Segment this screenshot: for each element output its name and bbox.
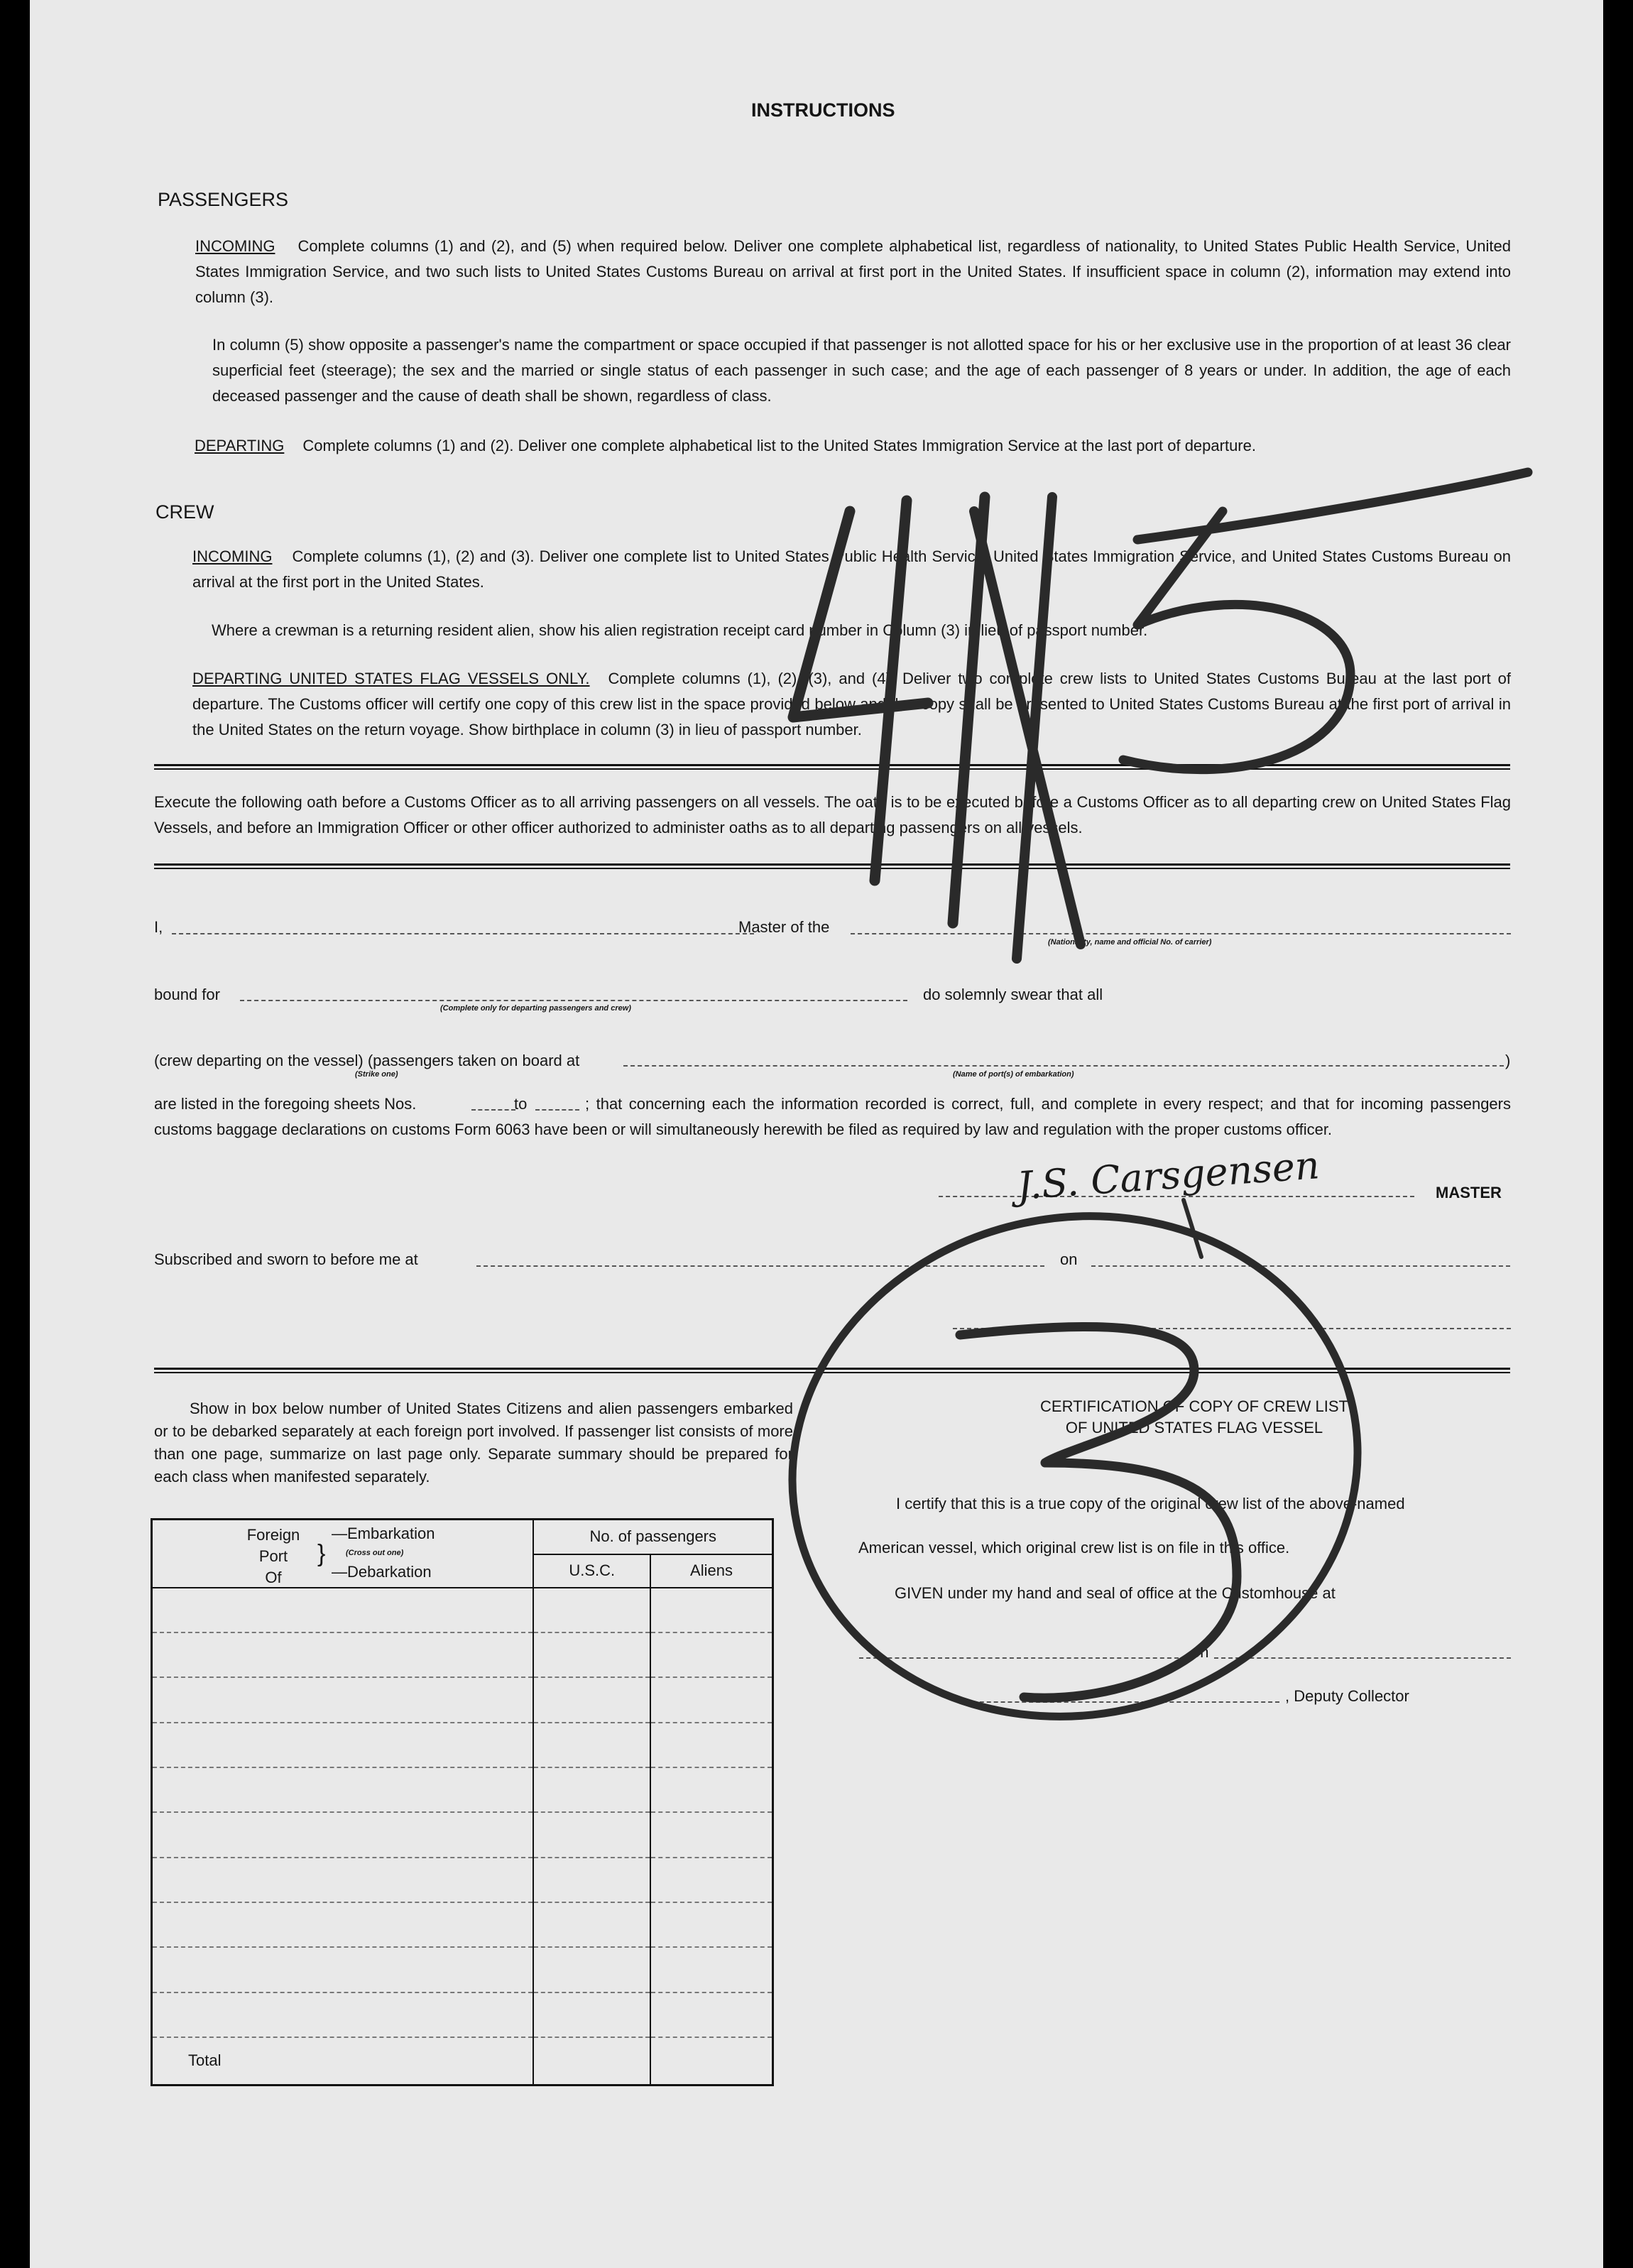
of-label: Of xyxy=(265,1568,282,1586)
crew-departing-label: DEPARTING UNITED STATES FLAG VESSELS ONLY. xyxy=(192,670,590,687)
master-of-label: Master of the xyxy=(738,918,830,936)
passengers-incoming-text: Complete columns (1) and (2), and (5) when required below. Deliver one complete alphabetical list, regardless of nationality, to United States Public Health Service, United States Immigration Service, and two such lists to United States Customs Bureau on arrival at first port in the United States. If insufficient space in column (2), information may extend into column (3). xyxy=(195,237,1511,306)
port-header-cell: Foreign Port Of } —Embarkation (Cross out one) —Debarkation xyxy=(152,1520,534,1588)
close-paren: ) xyxy=(1505,1052,1511,1069)
foreign-label: Foreign xyxy=(246,1525,300,1544)
handwritten-digit-5 xyxy=(1123,472,1528,770)
certify-text-1: I certify that this is a true copy of the original crew list of the above-named xyxy=(896,1495,1405,1512)
handwritten-digit-4 xyxy=(793,501,928,881)
bound-for-label: bound for xyxy=(154,986,220,1003)
cross-out-caption: (Cross out one) xyxy=(346,1548,404,1557)
passengers-incoming-label: INCOMING xyxy=(195,237,275,255)
certification-on-label: on xyxy=(1191,1643,1209,1661)
sheets-label: are listed in the foregoing sheets Nos. xyxy=(154,1095,417,1113)
form-page xyxy=(30,0,1603,2268)
given-text: GIVEN under my hand and seal of office at the Customhouse at xyxy=(895,1584,1336,1602)
subscribed-label: Subscribed and sworn to before me at xyxy=(154,1250,418,1268)
sheets-to-label: to xyxy=(514,1095,528,1113)
crew-incoming-label: INCOMING xyxy=(192,547,273,565)
passengers-heading: PASSENGERS xyxy=(158,189,289,210)
certification-heading-line1: CERTIFICATION OF COPY OF CREW LIST xyxy=(1040,1397,1348,1415)
swear-label: do solemnly swear that all xyxy=(923,986,1103,1003)
crew-alien-paragraph: Where a crewman is a returning resident alien, show his alien registration receipt card number in Column (3) in lieu of passport number. xyxy=(212,621,1148,639)
crew-passengers-label: (crew departing on the vessel) (passengers taken on board at xyxy=(154,1052,580,1069)
master-signature: J.S. Carsgensen xyxy=(1015,1143,1321,1209)
handwritten-digit-1b xyxy=(974,497,1081,959)
certify-text-2: American vessel, which original crew list is on file in this office. xyxy=(858,1539,1290,1556)
embarkation-caption: (Name of port(s) of embarkation) xyxy=(953,1070,1074,1079)
oath-instructions: Execute the following oath before a Customs Officer as to all arriving passengers on all vessels. The oath is to be executed before a Customs Officer as to all departing crew on United States Flag Vessels, and before an Immigration Officer or other officer authorized to administer oaths as to all departing passengers on all vessels. xyxy=(154,793,1511,836)
carrier-caption: (Nationality, name and official No. of carrier) xyxy=(1048,938,1212,947)
strike-one-caption: (Strike one) xyxy=(355,1070,398,1079)
no-passengers-header: No. of passengers xyxy=(533,1520,772,1554)
passengers-column5-paragraph: In column (5) show opposite a passenger's name the compartment or space occupied if that passenger is not allotted space for his or her exclusive use in the proportion of at least 36 clear superficial feet (steerage); the sex and the married or single status of each passenger in such case; and the age of each passenger of 8 years or under. In addition, the age of each deceased passenger and the cause of death shall be shown, regardless of class. xyxy=(212,336,1511,405)
oath-declaration-text: ; that concerning each the information recorded is correct, full, and complete in every respect; and that for incoming passengers customs baggage declarations on customs Form 6063 have been or will simultaneously herewith be filed as required by law and regulation with the proper customs officer. xyxy=(154,1095,1511,1138)
crew-departing-text: Complete columns (1), (2), (3), and (4). Deliver two complete crew lists to United States Customs Bureau at the last port of departure. The Customs officer will certify one copy of this crew list in the space provided below and that copy shall be presented to United States Customs Bureau at the first port of arrival in the United States on the return voyage. Show birthplace in column (3) in lieu of passport number. xyxy=(192,670,1511,738)
bound-for-caption: (Complete only for departing passengers and crew) xyxy=(440,1004,631,1013)
aliens-header: Aliens xyxy=(650,1554,773,1588)
sworn-on-label: on xyxy=(1060,1250,1078,1268)
debarkation-label: —Debarkation xyxy=(332,1562,432,1581)
passengers-departing-label: DEPARTING xyxy=(195,437,285,454)
crew-heading: CREW xyxy=(155,501,214,523)
oath-i-label: I, xyxy=(154,918,163,936)
pencil-annotations xyxy=(30,0,1603,2268)
usc-header: U.S.C. xyxy=(533,1554,650,1588)
deputy-collector-label: , Deputy Collector xyxy=(1285,1687,1409,1705)
master-label: MASTER xyxy=(1436,1184,1502,1201)
certification-heading-line2: OF UNITED STATES FLAG VESSEL xyxy=(1065,1419,1323,1436)
total-label: Total xyxy=(152,2037,534,2086)
passengers-departing-text: Complete columns (1) and (2). Deliver one complete alphabetical list to the United States Immigration Service at the last port of departure. xyxy=(302,437,1256,454)
port-label: Port xyxy=(258,1547,288,1565)
summary-instructions: Show in box below number of United States Citizens and alien passengers embarked or to be debarked separately at each foreign port involved. If passenger list consists of more than one page, summarize on last page only. Separate summary should be prepared for each class when manifested separately. xyxy=(154,1400,793,1485)
crew-incoming-text: Complete columns (1), (2) and (3). Deliver one complete list to United States Public Health Service, United States Immigration Service, and United States Customs Bureau on arrival at the first port in the United States. xyxy=(192,547,1511,591)
handwritten-digit-3 xyxy=(960,1326,1237,1698)
embarkation-label: —Embarkation xyxy=(332,1524,435,1542)
handwritten-digit-1 xyxy=(953,497,985,923)
page-title: INSTRUCTIONS xyxy=(751,99,895,121)
